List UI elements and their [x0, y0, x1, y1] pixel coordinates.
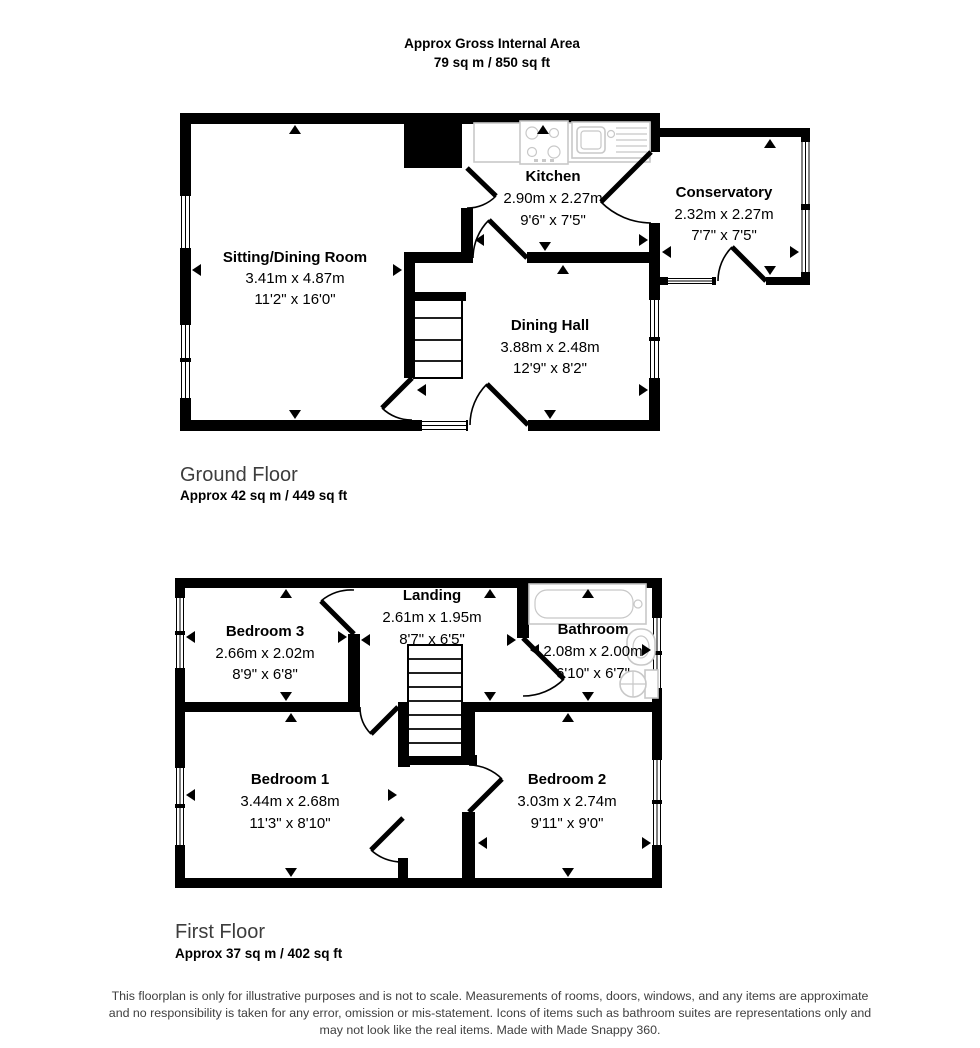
room-label-landing — [382, 587, 481, 648]
ground-floor-plan — [180, 113, 810, 431]
svg-text:2.32m x 2.27m: 2.32m x 2.27m — [674, 206, 774, 223]
door-arc-icon — [360, 707, 398, 734]
door-arc-icon — [321, 590, 354, 634]
window-icon — [668, 277, 712, 285]
window-icon — [801, 142, 810, 204]
svg-text:2.66m x 2.02m: 2.66m x 2.02m — [215, 645, 315, 662]
svg-text:9'6" x 7'5": 9'6" x 7'5" — [520, 212, 586, 229]
window-icon — [422, 420, 466, 431]
door-arc-icon — [470, 384, 528, 425]
room-label-bedroom2 — [517, 771, 616, 832]
svg-text:8'7" x 6'5": 8'7" x 6'5" — [399, 631, 465, 648]
ground-floor-area: Approx 42 sq m / 449 sq ft — [180, 488, 348, 503]
room-label-conservatory — [674, 184, 773, 244]
svg-text:3.41m x 4.87m: 3.41m x 4.87m — [245, 270, 345, 287]
room-label-dining-hall — [500, 317, 599, 377]
svg-text:11'2" x 16'0": 11'2" x 16'0" — [254, 291, 336, 308]
window-icon — [180, 196, 191, 248]
svg-text:3.88m x 2.48m: 3.88m x 2.48m — [500, 339, 600, 356]
svg-text:2.90m x 2.27m: 2.90m x 2.27m — [503, 190, 603, 207]
svg-text:Conservatory: Conservatory — [675, 184, 773, 201]
header-title: Approx Gross Internal Area — [404, 36, 580, 51]
window-icon — [180, 325, 191, 398]
window-icon — [649, 300, 660, 378]
window-icon — [801, 210, 810, 272]
door-arc-icon — [718, 247, 766, 281]
room-label-bedroom1 — [240, 771, 339, 832]
stairs-icon — [408, 645, 462, 757]
window-icon — [175, 598, 185, 668]
conservatory-door-opening — [716, 277, 766, 285]
sink-icon — [572, 122, 650, 158]
svg-text:3.44m x 2.68m: 3.44m x 2.68m — [240, 793, 340, 810]
ground-floor-title: Ground Floor — [180, 464, 298, 486]
svg-text:Landing: Landing — [402, 587, 462, 604]
disclaimer-line: This floorplan is only for illustrative purposes and is not to scale. Measurements of rooms, doors, windows, and any items are approximate — [111, 989, 869, 1003]
svg-text:Bedroom 3: Bedroom 3 — [225, 623, 305, 640]
stairs-icon — [410, 292, 466, 378]
header-area: 79 sq m / 850 sq ft — [433, 55, 551, 70]
door-arc-icon — [382, 378, 412, 420]
svg-text:9'11" x 9'0": 9'11" x 9'0" — [530, 815, 604, 832]
svg-text:Kitchen: Kitchen — [525, 168, 581, 185]
disclaimer-line: and no responsibility is taken for any error, omission or mis-statement. Icons of items such as bathroom suites are representations only and — [108, 1006, 872, 1020]
svg-text:11'3" x 8'10": 11'3" x 8'10" — [249, 815, 331, 832]
svg-text:2.08m x 2.00m: 2.08m x 2.00m — [543, 643, 643, 660]
disclaimer — [109, 989, 871, 1037]
svg-text:8'9" x 6'8": 8'9" x 6'8" — [232, 666, 298, 683]
svg-text:6'10" x 6'7": 6'10" x 6'7" — [556, 665, 630, 682]
first-floor-plan — [175, 578, 662, 888]
door-arc-icon — [467, 168, 496, 208]
room-label-bedroom3 — [215, 623, 314, 683]
svg-text:Sitting/Dining Room: Sitting/Dining Room — [222, 249, 368, 266]
room-label-sitting — [223, 249, 367, 308]
door-arc-icon — [469, 765, 502, 812]
svg-text:Bathroom: Bathroom — [557, 621, 629, 638]
first-floor-title: First Floor — [175, 921, 265, 943]
room-label-bathroom — [543, 621, 642, 682]
front-door-opening — [468, 420, 528, 431]
disclaimer-line: may not look like the real items. Made with Made Snappy 360. — [319, 1023, 661, 1037]
first-floor-area: Approx 37 sq m / 402 sq ft — [175, 946, 343, 961]
svg-text:Bedroom 1: Bedroom 1 — [250, 771, 330, 788]
window-icon — [175, 768, 185, 845]
window-icon — [652, 760, 662, 845]
svg-text:Dining Hall: Dining Hall — [510, 317, 590, 334]
door-arc-icon — [371, 818, 403, 862]
svg-text:3.03m x 2.74m: 3.03m x 2.74m — [517, 793, 617, 810]
svg-text:2.61m x 1.95m: 2.61m x 1.95m — [382, 609, 482, 626]
room-label-kitchen — [503, 168, 602, 229]
svg-text:12'9" x 8'2": 12'9" x 8'2" — [513, 360, 587, 377]
svg-text:7'7" x 7'5": 7'7" x 7'5" — [691, 227, 757, 244]
svg-text:Bedroom 2: Bedroom 2 — [527, 771, 607, 788]
